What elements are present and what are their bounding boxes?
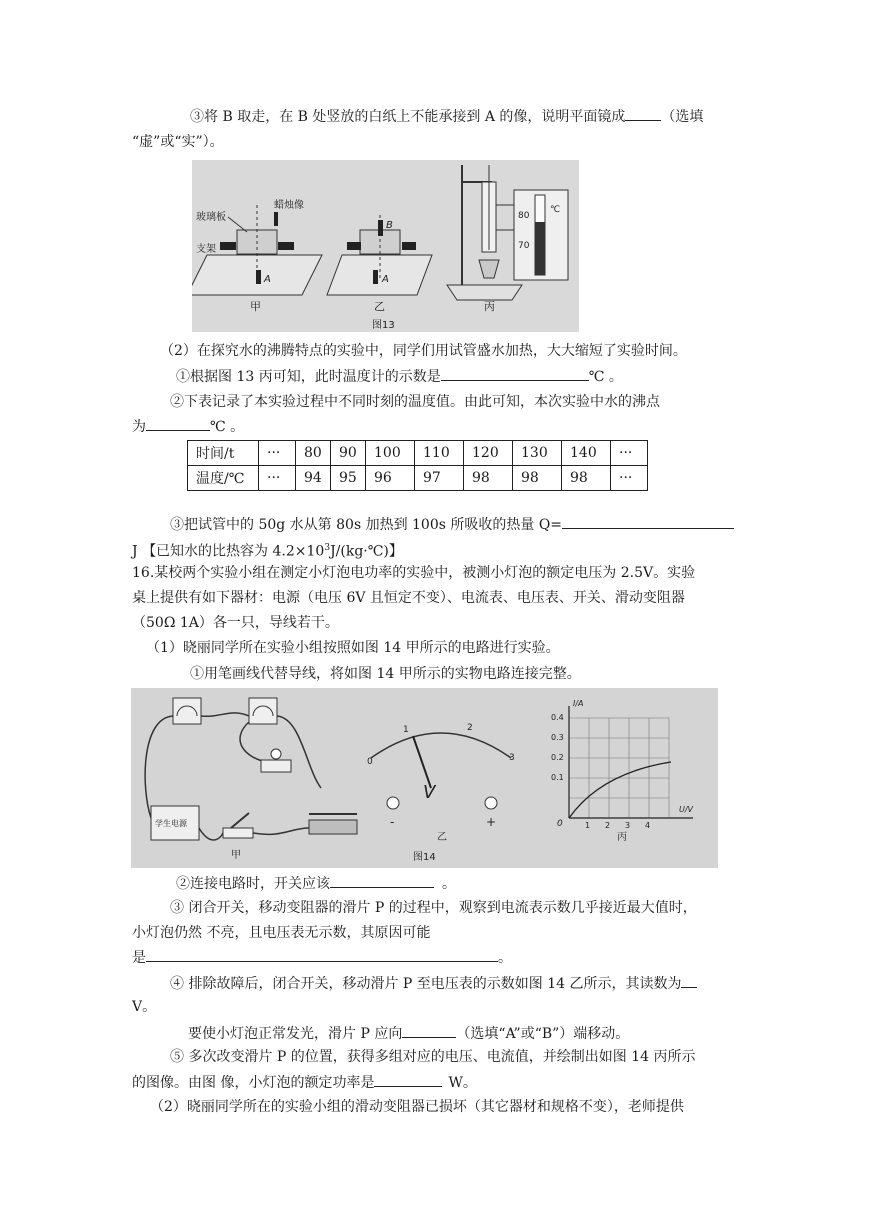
svg-text:2: 2 (467, 723, 473, 733)
table-cell: 98 (562, 466, 611, 491)
answer-blank-voltage-reading[interactable] (681, 973, 697, 988)
svg-text:丙: 丙 (484, 300, 495, 313)
svg-text:0.4: 0.4 (551, 713, 564, 722)
svg-text:℃: ℃ (550, 205, 561, 215)
q16-s4-line2: V。 (132, 999, 157, 1015)
table-cell: 98 (464, 466, 513, 491)
svg-text:2: 2 (605, 821, 611, 830)
table-cell: 110 (415, 441, 464, 466)
svg-text:V: V (423, 782, 436, 803)
svg-text:学生电源: 学生电源 (155, 819, 187, 828)
q16-s1: ①用笔画线代替导线，将如图 14 甲所示的实物电路连接完整。 (190, 666, 581, 682)
svg-text:0.3: 0.3 (551, 733, 564, 742)
svg-text:70: 70 (518, 241, 530, 251)
svg-text:丙: 丙 (617, 832, 627, 843)
answer-blank-switch[interactable] (330, 873, 434, 888)
figure-13 (192, 160, 579, 332)
svg-text:1: 1 (403, 725, 409, 735)
table-cell: ··· (259, 466, 296, 491)
q16-intro-1: 16.某校两个实验小组在测定小灯泡电功率的实验中，被测小灯泡的额定电压为 2.5V。实验 (132, 565, 696, 581)
svg-text:U/V: U/V (679, 805, 694, 814)
svg-text:-: - (390, 815, 395, 829)
table-cell: 98 (513, 466, 562, 491)
svg-text:80: 80 (518, 211, 530, 221)
table-cell: 95 (331, 466, 366, 491)
answer-blank-virtual-real[interactable] (625, 106, 661, 121)
svg-text:图13: 图13 (372, 320, 395, 331)
svg-text:+: + (486, 815, 497, 829)
svg-text:蜡烛像: 蜡烛像 (274, 200, 304, 211)
svg-text:甲: 甲 (250, 300, 261, 313)
svg-text:I/A: I/A (573, 699, 584, 708)
table-cell: 120 (464, 441, 513, 466)
table-cell: 80 (296, 441, 331, 466)
table-cell: 90 (331, 441, 366, 466)
svg-text:A: A (264, 274, 271, 285)
q16-s5-line2: 的图像。由图 像，小灯泡的额定功率是 W。 (132, 1072, 477, 1093)
table-cell: 97 (415, 466, 464, 491)
q15-part2-intro: （2）在探究水的沸腾特点的实验中，同学们用试管盛水加热，大大缩短了实验时间。 (160, 343, 687, 359)
q16-s4-line3: 要使小灯泡正常发光，滑片 P 应向 （选填“A”或“B”）端移动。 (188, 1023, 629, 1044)
svg-text:甲: 甲 (231, 850, 241, 861)
table-cell: 130 (513, 441, 562, 466)
q16-s3-line3: 是 。 (132, 947, 512, 968)
svg-text:0.1: 0.1 (551, 773, 564, 782)
svg-text:支架: 支架 (196, 244, 216, 255)
svg-text:乙: 乙 (374, 300, 385, 313)
q15-s1: ①根据图 13 丙可知，此时温度计的示数是 ℃ 。 (176, 366, 623, 387)
temperature-table (187, 440, 648, 491)
q16-s3-line1: ③ 闭合开关，移动变阻器的滑片 P 的过程中，观察到电流表示数几乎接近最大值时， (170, 900, 697, 916)
q16-intro-2: 桌上提供有如下器材：电源（电压 6V 且恒定不变）、电流表、电压表、开关、滑动变阻器 (132, 590, 685, 606)
svg-text:3: 3 (509, 753, 515, 763)
q16-s3-line2: 小灯泡仍然 不亮，且电压表无示数，其原因可能 (132, 925, 431, 941)
table-cell: 96 (366, 466, 415, 491)
q15-s3-line2: J 【已知水的比热容为 $4.2\times 10^3J/(kg\cdot℃)$】 (132, 543, 403, 560)
q16-s4-line1: ④ 排除故障后，闭合开关，移动滑片 P 至电压表的示数如图 14 乙所示，其读数为 (170, 973, 697, 994)
q16-intro-3: （50Ω 1A）各一只，导线若干。 (132, 615, 339, 631)
answer-blank-heat[interactable] (562, 514, 734, 529)
answer-blank-rated-power[interactable] (374, 1072, 442, 1087)
svg-text:0: 0 (557, 819, 563, 829)
figure-14 (131, 688, 718, 868)
q16-part1: （1）晓丽同学所在实验小组按照如图 14 甲所示的电路进行实验。 (146, 640, 560, 656)
table-cell: 100 (366, 441, 415, 466)
svg-text:B: B (386, 220, 393, 231)
svg-text:A: A (382, 274, 389, 285)
answer-blank-fault-reason[interactable] (146, 947, 498, 962)
q16-s2: ②连接电路时，开关应该 。 (176, 873, 456, 894)
svg-text:0: 0 (367, 757, 373, 767)
q16-s5-line1: ⑤ 多次改变滑片 P 的位置，获得多组对应的电压、电流值，并绘制出如图 14 丙所示 (170, 1049, 696, 1065)
svg-text:1: 1 (585, 821, 591, 830)
q15-step3-line1: ③将 B 取走，在 B 处竖放的白纸上不能承接到 A 的像，说明平面镜成 （选填 (190, 106, 703, 127)
table-cell: 140 (562, 441, 611, 466)
figure-13-drawing (192, 160, 579, 332)
answer-blank-boiling-point[interactable] (146, 416, 210, 431)
q15-s3-line1: ③把试管中的 50g 水从第 80s 加热到 100s 所吸收的热量 Q= (170, 514, 734, 535)
table-cell: ··· (611, 441, 648, 466)
q15-s2-line1: ②下表记录了本实验过程中不同时刻的温度值。由此可知，本次实验中水的沸点 (170, 394, 660, 410)
table-cell: 温度/℃ (188, 466, 259, 491)
answer-blank-thermometer[interactable] (441, 366, 589, 381)
svg-text:4: 4 (645, 821, 651, 830)
table-cell: 时间/t (188, 441, 259, 466)
answer-blank-slider-direction[interactable] (402, 1023, 456, 1038)
table-row-temp (188, 466, 648, 491)
table-cell: ··· (611, 466, 648, 491)
svg-text:3: 3 (625, 821, 631, 830)
svg-text:图14: 图14 (413, 852, 436, 863)
svg-text:玻璃板: 玻璃板 (196, 212, 226, 223)
table-row-time (188, 441, 648, 466)
table-cell: 94 (296, 466, 331, 491)
svg-text:0.2: 0.2 (551, 753, 564, 762)
figure-14-drawing (131, 688, 718, 868)
svg-text:乙: 乙 (437, 832, 447, 843)
q16-part2: （2）晓丽同学所在的实验小组的滑动变阻器已损坏（其它器材和规格不变），老师提供 (150, 1099, 684, 1115)
q15-s2-line2: 为 ℃ 。 (132, 416, 244, 437)
q15-step3-line2: “虚”或“实”）。 (132, 134, 224, 150)
table-cell: ··· (259, 441, 296, 466)
